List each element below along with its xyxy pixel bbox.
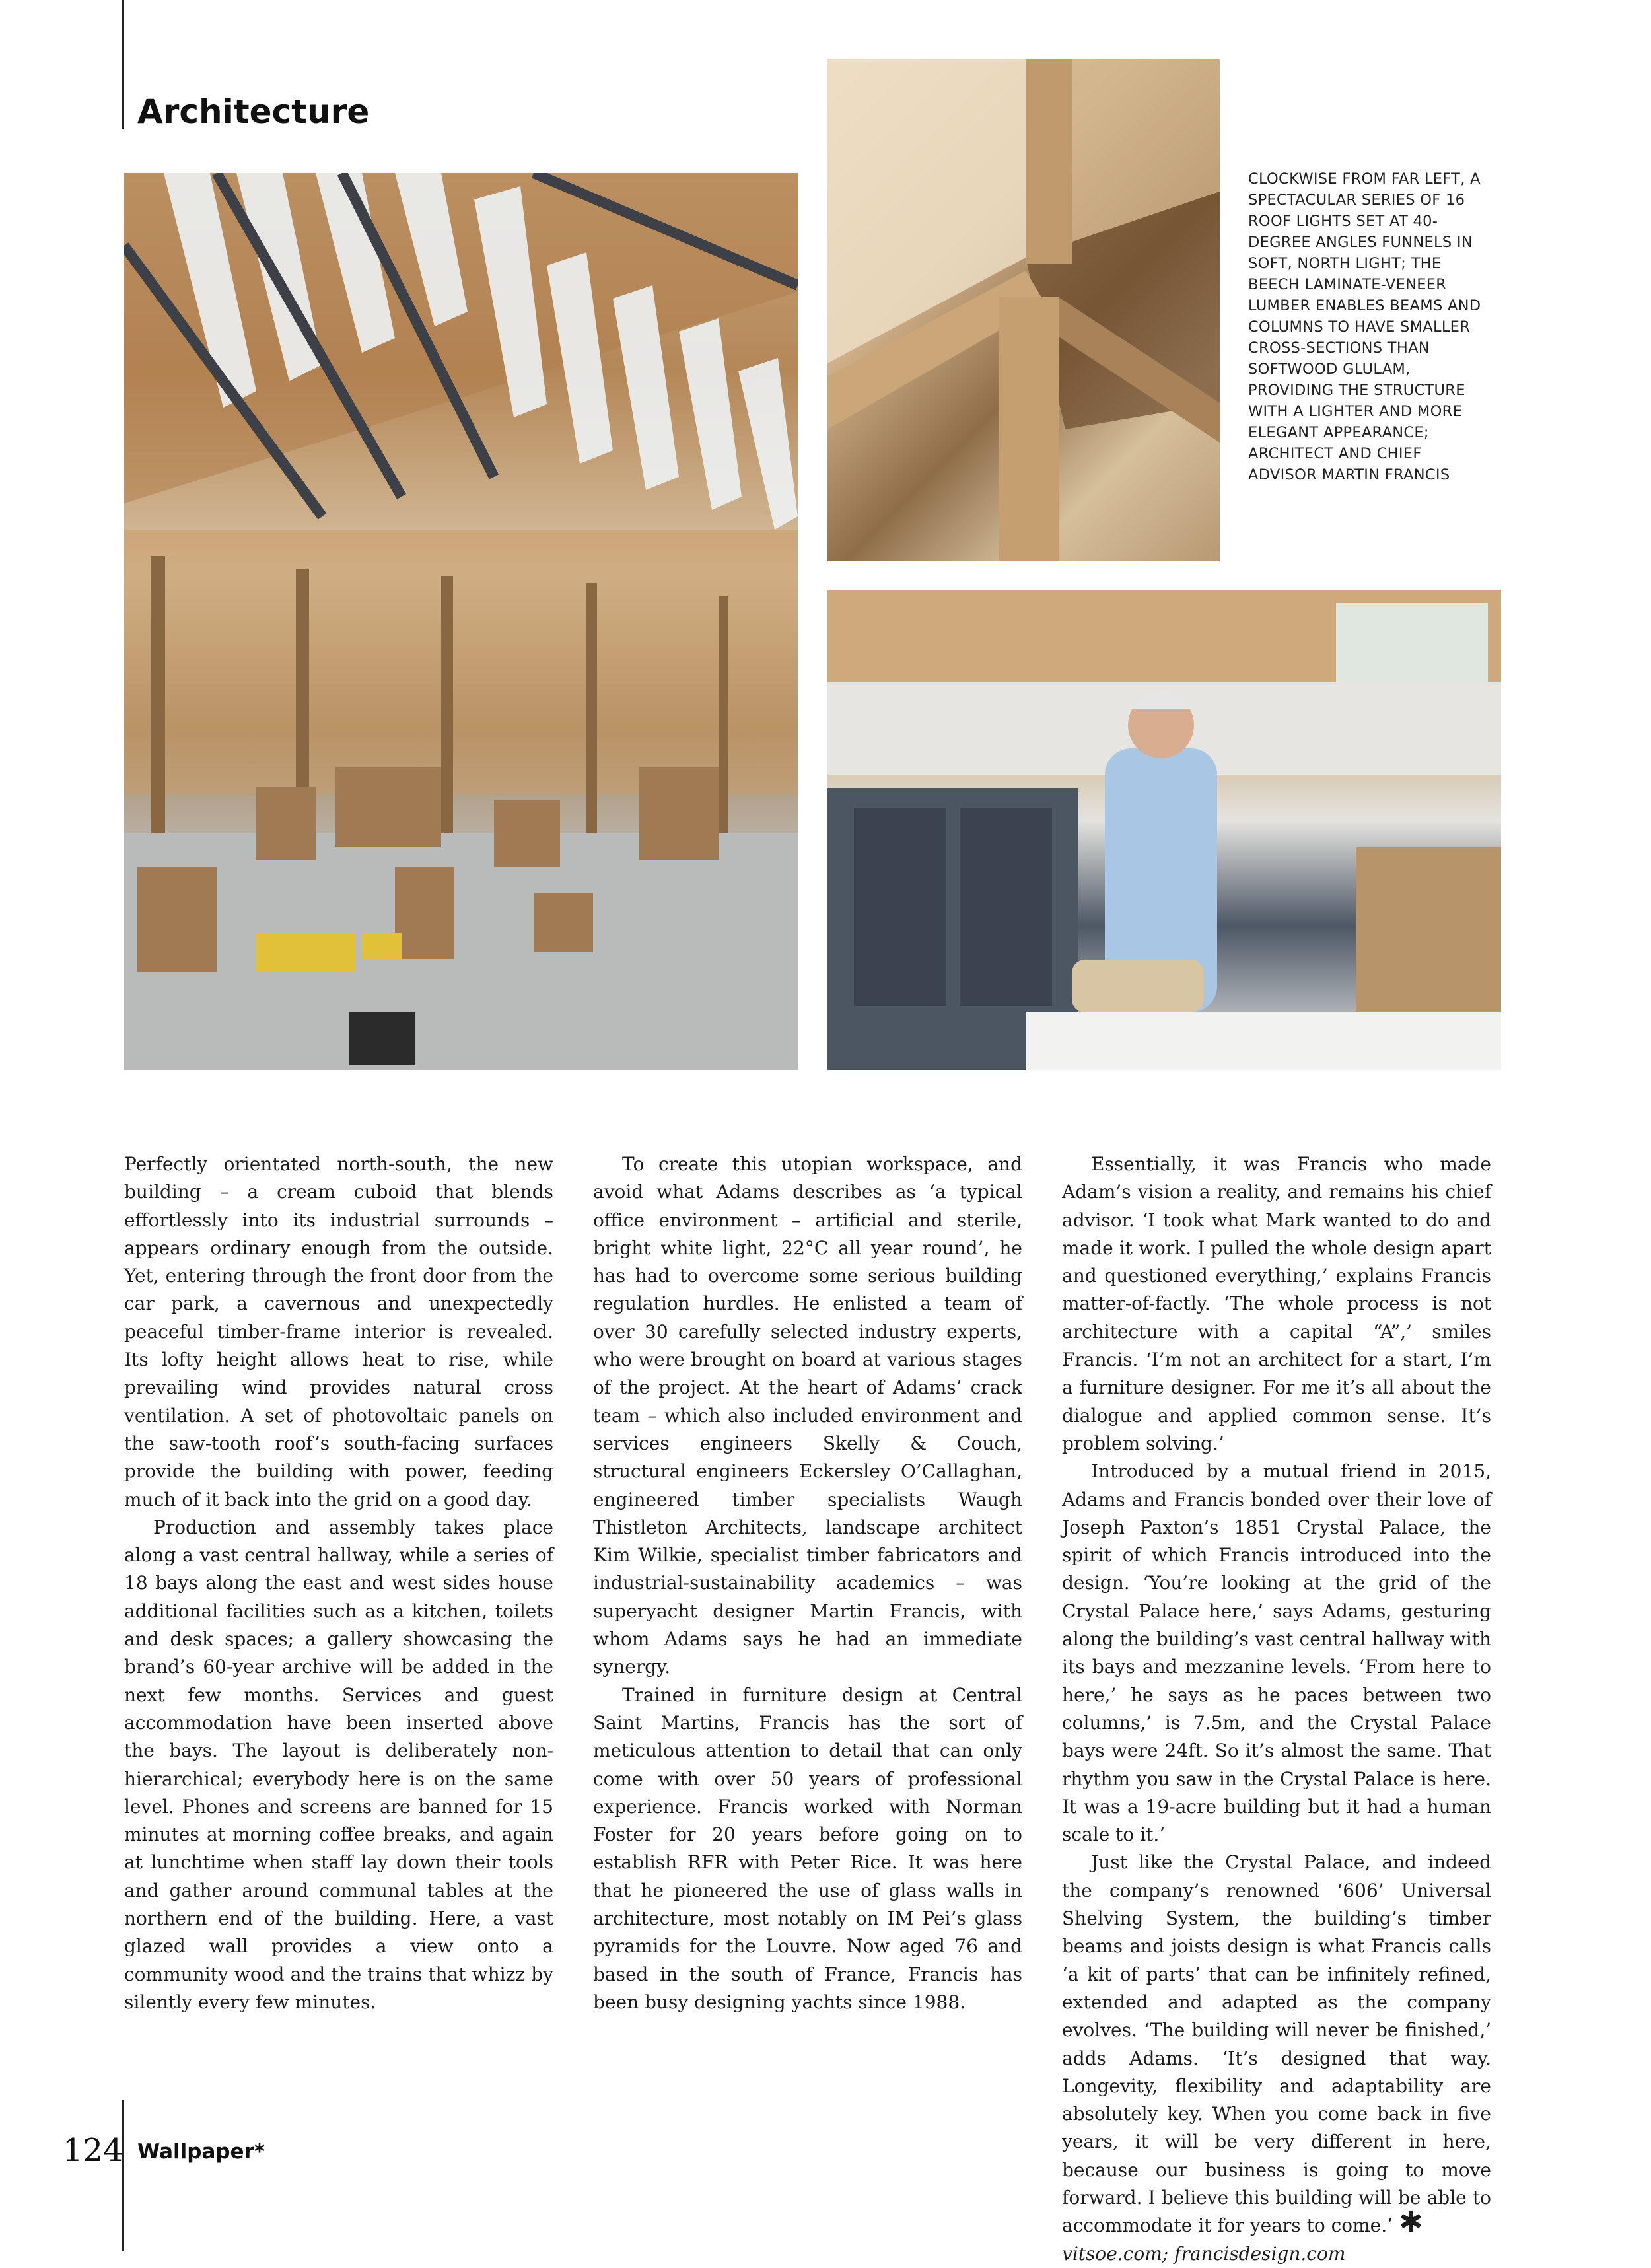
body-paragraph-final bbox=[1062, 1849, 1491, 2240]
web-credit: vitsoe.com; francisdesign.com bbox=[1062, 2242, 1346, 2265]
warehouse-hall-photo bbox=[124, 173, 798, 1070]
body-paragraph: To create this utopian workspace, and avoid what Adams describes as ‘a typical office environment – artificial and sterile, bright white light, 22°C all year round’, he has had to overcome some serious building regulation hurdles. He enlisted a team of over 30 carefully selected industry experts, who were brought on board at various stages of the project. At the heart of Adams’ crack team – which also included environment and services engineers Skelly & Couch, structural engineers Eckersley O’Callaghan, engineered timber specialists Waugh Thistleton Architects, landscape architect Kim Wilkie, specialist timber fabricators and industrial-sustainability academics – was superyacht designer Martin Francis, with whom Adams says he had an immediate synergy. bbox=[593, 1153, 1022, 1678]
body-paragraph: Essentially, it was Francis who made Adam’s vision a reality, and remains his chief advisor. ‘I took what Mark wanted to do and made it work. I pulled the whole design apart and questioned everything,’ explains Francis matter-of-factly. ‘The whole process is not architecture with a capital “A”,’ smiles Francis. ‘I’m not an architect for a start, I’m a furniture designer. For me it’s all about the dialogue and applied common sense. It’s problem solving.’ bbox=[1062, 1153, 1491, 1454]
body-paragraph: Perfectly orientated north-south, the new building – a cream cuboid that blends effortlessly into its industrial surrounds – appears ordinary enough from the outside. Yet, entering through the front door from the car park, a cavernous and unexpectedly peaceful timber-frame interior is revealed. Its lofty height allows heat to rise, while prevailing wind provides natural cross ventilation. A set of photovoltaic panels on the saw-tooth roof’s south-facing surfaces provide the building with power, feeding much of it back into the grid on a good day. bbox=[124, 1153, 553, 1510]
article-column-1 bbox=[124, 1151, 553, 2016]
body-paragraph: Production and assembly takes place along a vast central hallway, while a series of 18 bays along the east and west sides house additional facilities such as a kitchen, toilets and desk spaces; a gallery showcasing the brand’s 60-year archive will be added in the next few months. Services and guest accommodation have been inserted above the bays. The layout is deliberately non-hierarchical; everybody here is on the same level. Phones and screens are banned for 15 minutes at morning coffee breaks, and again at lunchtime when staff lay down their tools and gather around communal tables at the northern end of the building. Here, a vast glazed wall provides a view onto a community wood and the trains that whizz by silently every few minutes. bbox=[124, 1516, 553, 2013]
end-mark: ✱ bbox=[1398, 2205, 1423, 2240]
photo-caption: CLOCKWISE FROM FAR LEFT, A SPECTACULAR SERIES OF 16 ROOF LIGHTS SET AT 40-DEGREE ANGLES FUNNELS IN SOFT, NORTH LIGHT; THE BEECH LAMINATE-VENEER LUMBER ENABLES BEAMS AND COLUMNS TO HAVE SMALLER CROSS-SECTIONS THAN SOFTWOOD GLULAM, PROVIDING THE STRUCTURE WITH A LIGHTER AND MORE ELEGANT APPEARANCE; ARCHITECT AND CHIEF ADVISOR MARTIN FRANCIS bbox=[1248, 170, 1481, 483]
body-paragraph: Introduced by a mutual friend in 2015, Adams and Francis bonded over their love of Joseph Paxton’s 1851 Crystal Palace, the spirit of which Francis introduced into the design. ‘You’re looking at the grid of the Crystal Palace here,’ says Adams, gesturing along the building’s vast central hallway with its bays and mezzanine levels. ‘From here to here,’ he says as he paces between two columns,’ is 7.5m, and the Crystal Palace bays were 24ft. So it’s almost the same. That rhythm you saw in the Crystal Palace is here. It was a 19-acre building but it had a human scale to it.’ bbox=[1062, 1460, 1491, 1846]
roof-detail-photo bbox=[827, 59, 1220, 561]
article-column-2 bbox=[593, 1151, 1022, 2016]
magazine-name: Wallpaper* bbox=[137, 2140, 265, 2164]
portrait-photo bbox=[827, 590, 1501, 1070]
page-number: 124 bbox=[63, 2132, 123, 2169]
bottom-vertical-rule bbox=[122, 2100, 124, 2251]
section-title: Architecture bbox=[137, 92, 370, 131]
top-vertical-rule bbox=[122, 0, 124, 129]
body-paragraph: Trained in furniture design at Central Saint Martins, Francis has the sort of meticulous attention to detail that can only come with over 50 years of professional experience. Francis worked with Norman Foster for 20 years before going on to establish RFR with Peter Rice. It was here that he pioneered the use of glass walls in architecture, most notably on IM Pei’s glass pyramids for the Louvre. Now aged 76 and based in the south of France, Francis has been busy designing yachts since 1988. bbox=[593, 1683, 1022, 2013]
article-column-3 bbox=[1062, 1151, 1491, 2268]
final-paragraph-text: Just like the Crystal Palace, and indeed the company’s renowned ‘606’ Universal Shelving System, the building’s timber beams and joists design is what Francis calls ‘a kit of parts’ that can be infinitely refined, extended and adapted as the company evolves. ‘The building will never be finished,’ adds Adams. ‘It’s designed that way. Longevity, flexibility and adaptability are absolutely key. When you come back in five years, it will be very different in here, because our business is going to move forward. I believe this building will be able to accommodate it for years to come.’ bbox=[1062, 1851, 1491, 2237]
